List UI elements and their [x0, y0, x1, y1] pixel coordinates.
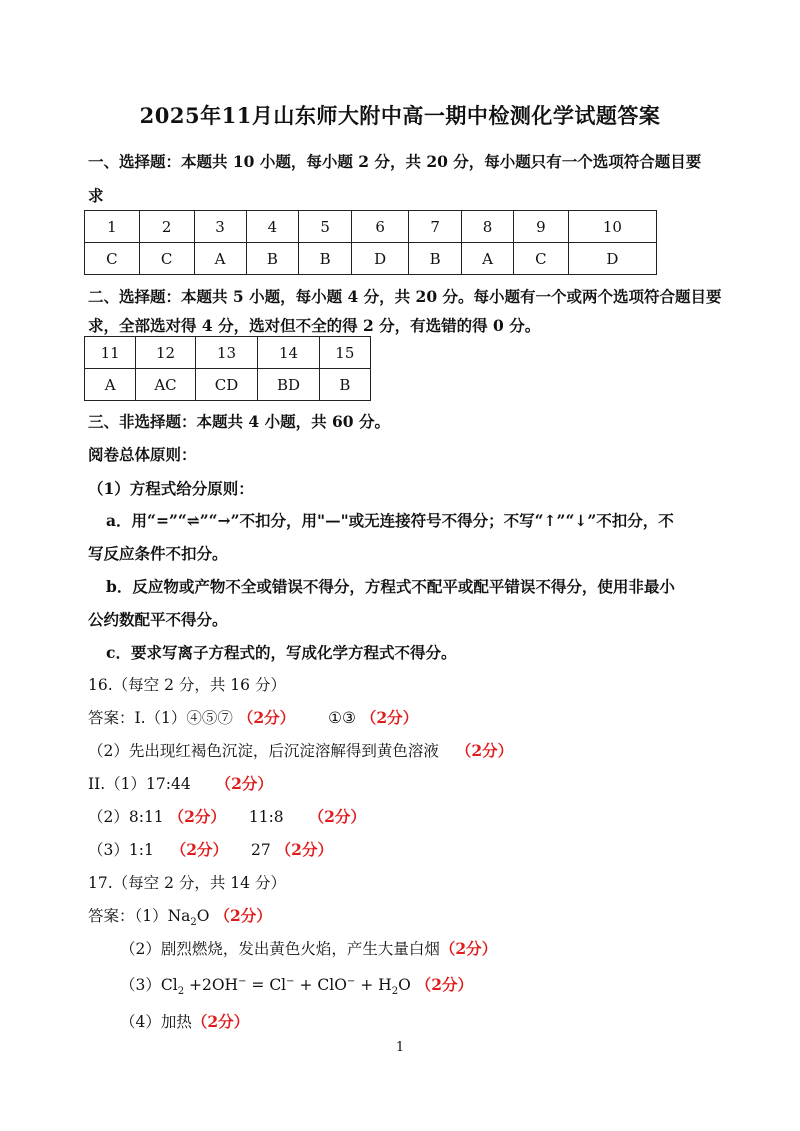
table-cell: 9 [513, 211, 568, 243]
table-cell: A [462, 243, 514, 275]
table-cell: 4 [246, 211, 299, 243]
principles-sub1: （1）方程式给分原则： [88, 479, 254, 498]
section3-heading: 三、非选择题：本题共 4 小题，共 60 分。 [88, 412, 390, 431]
equation-part: + H [360, 976, 392, 994]
q16-header: 16.（每空 2 分，共 16 分） [88, 676, 286, 694]
table-cell: D [568, 243, 656, 275]
score-tag: （2分） [308, 807, 366, 826]
answer-table-1 [84, 210, 657, 275]
answer-text: （2）剧烈燃烧，发出黄色火焰，产生大量白烟 [120, 940, 440, 958]
table-row-numbers [85, 211, 657, 243]
table-cell: 12 [136, 337, 195, 369]
section2-line1: 二、选择题：本题共 5 小题，每小题 4 分，共 20 分。每小题有一个或两个选项符合题目要 [88, 287, 722, 306]
answer-text: （4）加热 [120, 1013, 192, 1031]
table-cell: C [139, 243, 194, 275]
section1-line2: 求 [88, 186, 104, 205]
table-cell: CD [195, 369, 258, 401]
answer-text: （2）先出现红褐色沉淀，后沉淀溶解得到黄色溶液 [88, 742, 439, 760]
table-cell: B [299, 243, 352, 275]
score-tag: （2分） [237, 708, 296, 727]
q16-answer-1 [88, 706, 418, 728]
score-tag: （2分） [191, 1012, 250, 1031]
score-tag: （2分） [170, 840, 229, 859]
table-cell: A [194, 243, 246, 275]
q16-answer-5 [88, 838, 333, 860]
q16-answer-4 [88, 805, 366, 827]
answer-text: 答案：（1）Na [88, 907, 191, 925]
table-cell: 8 [462, 211, 514, 243]
superscript: − [238, 975, 247, 987]
principle-b-line1: b．反应物或产物不全或错误不得分，方程式不配平或配平错误不得分，使用非最小 [106, 577, 675, 596]
principle-b-line2: 公约数配平不得分。 [88, 610, 228, 629]
table-cell: C [513, 243, 568, 275]
table-cell: 6 [352, 211, 409, 243]
q17-header: 17.（每空 2 分，共 14 分） [88, 874, 286, 892]
answer-text: 答案：I.（1）④⑤⑦ [88, 709, 233, 727]
score-tag: （2分） [415, 975, 474, 994]
superscript: − [286, 975, 295, 987]
principles-heading: 阅卷总体原则： [88, 445, 197, 464]
answer-text: 11:8 [248, 808, 284, 826]
score-tag: （2分） [455, 741, 514, 760]
q17-answer-3 [120, 973, 473, 997]
table-cell: B [319, 369, 370, 401]
table-cell: C [85, 243, 140, 275]
table-cell: 11 [85, 337, 136, 369]
q17-answer-2 [120, 937, 497, 959]
q17-answer-1 [88, 904, 272, 928]
principle-a-line1: a．用“=”“⇌”“→”不扣分，用"—"或无连接符号不得分；不写“↑”“↓”不扣分，不 [106, 511, 674, 530]
section1-line1: 一、选择题：本题共 10 小题，每小题 2 分，共 20 分，每小题只有一个选项符合题目要 [88, 152, 702, 171]
q16-answer-2 [88, 739, 513, 761]
q17-answer-4 [120, 1010, 249, 1032]
score-tag: （2分） [168, 807, 226, 826]
equation-part: O [398, 976, 411, 994]
subscript: 2 [391, 986, 399, 998]
subscript: 2 [190, 917, 197, 929]
answer-text: 27 [250, 841, 271, 859]
subscript: 2 [177, 986, 185, 998]
answer-table-2 [84, 336, 371, 401]
table-cell: 14 [258, 337, 319, 369]
table-cell: 1 [85, 211, 140, 243]
equation-part: + ClO [299, 976, 347, 994]
equation-part: +2OH [189, 976, 239, 994]
answer-text: （3）1:1 [88, 841, 154, 859]
table-row-answers [85, 243, 657, 275]
table-cell: 7 [409, 211, 462, 243]
superscript: − [346, 975, 356, 987]
table-cell: 13 [195, 337, 258, 369]
table-cell: B [409, 243, 462, 275]
table-cell: 2 [139, 211, 194, 243]
table-cell: 10 [568, 211, 656, 243]
answer-text: ①③ [328, 709, 356, 727]
section2-line2: 求，全部选对得 4 分，选对但不全的得 2 分，有选错的得 0 分。 [88, 316, 541, 335]
score-tag: （2分） [214, 906, 272, 925]
table-cell: A [85, 369, 136, 401]
equation-part: = Cl [251, 976, 287, 994]
q16-answer-3 [88, 772, 273, 794]
table-cell: 5 [299, 211, 352, 243]
table-cell: B [246, 243, 299, 275]
score-tag: （2分） [360, 708, 419, 727]
table-row-answers [85, 369, 371, 401]
table-cell: 15 [319, 337, 370, 369]
answer-text: II.（1）17:44 [88, 775, 191, 793]
principle-c-line: c．要求写离子方程式的，写成化学方程式不得分。 [106, 643, 457, 662]
score-tag: （2分） [275, 840, 333, 859]
table-cell: 3 [194, 211, 246, 243]
table-cell: BD [258, 369, 319, 401]
page-number: 1 [395, 1040, 405, 1055]
score-tag: （2分） [215, 774, 273, 793]
page-title: 2025年11月山东师大附中高一期中检测化学试题答案 [139, 103, 661, 128]
table-cell: AC [136, 369, 195, 401]
principle-a-line2: 写反应条件不扣分。 [88, 544, 228, 563]
table-cell: D [352, 243, 409, 275]
answer-text: O [196, 907, 210, 925]
answer-text: （2）8:11 [88, 808, 164, 826]
table-row-numbers [85, 337, 371, 369]
equation-part: （3）Cl [120, 976, 178, 994]
score-tag: （2分） [439, 939, 498, 958]
